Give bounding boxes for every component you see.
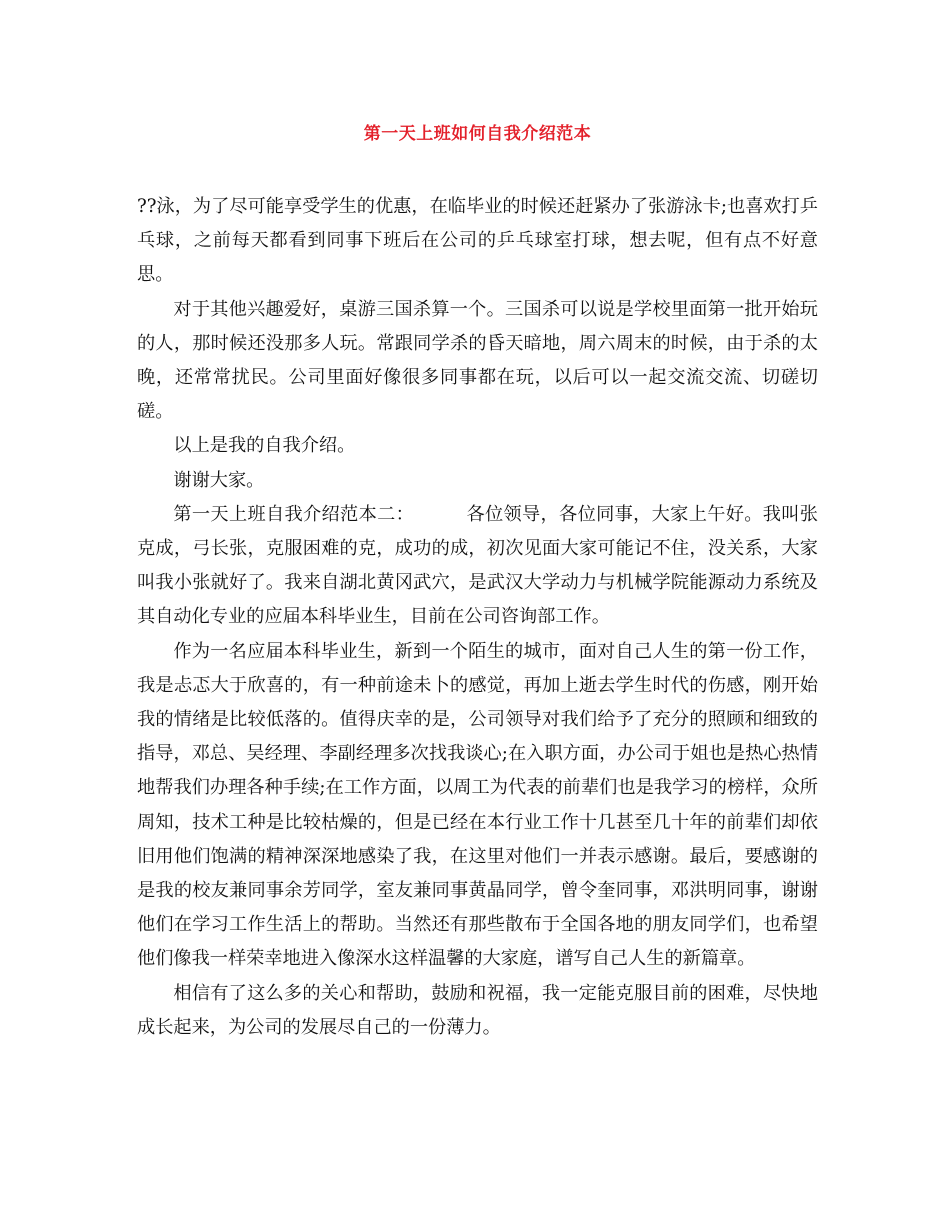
paragraph-hobbies: 对于其他兴趣爱好，桌游三国杀算一个。三国杀可以说是学校里面第一批开始玩的人，那时候还没那多人玩。常跟同学杀的昏天暗地，周六周末的时候，由于杀的太晚，还常常扰民。公司里面好像很多同事都在玩，以后可以一起交流交流、切磋切磋。 [137,298,818,423]
sample-two-text: 各位领导，各位同事，大家上午好。我叫张克成，弓长张，克服困难的克，成功的成，初次见面大家可能记不住，没关系，大家叫我小张就好了。我来自湖北黄冈武穴，是武汉大学动力与机械学院能源动力系统及其自动化专业的应届本科毕业生，目前在公司咨询部工作。 [137,503,818,628]
paragraph-commitment: 相信有了这么多的关心和帮助，鼓励和祝福，我一定能克服目前的困难，尽快地成长起来，为公司的发展尽自己的一份薄力。 [137,982,818,1038]
paragraph-gratitude: 作为一名应届本科毕业生，新到一个陌生的城市，面对自己人生的第一份工作，我是忐忑大于欣喜的，有一种前途未卜的感觉，再加上逝去学生时代的伤感，刚开始我的情绪是比较低落的。值得庆幸的是，公司领导对我们给予了充分的照顾和细致的指导，邓总、吴经理、李副经理多次找我谈心;在入职方面，办公司于姐也是热心热情地帮我们办理各种手续;在工作方面，以周工为代表的前辈们也是我学习的榜样，众所周知，技术工种是比较枯燥的，但是已经在本行业工作十几甚至几十年的前辈们却依旧用他们饱满的精神深深地感染了我，在这里对他们一并表示感谢。最后，要感谢的是我的校友兼同事余芳同学，室友兼同事黄晶同学，曾令奎同事，邓洪明同事，谢谢他们在学习工作生活上的帮助。当然还有那些散布于全国各地的朋友同学们，也希望他们像我一样荣幸地进入像深水这样温馨的大家庭，谱写自己人生的新篇章。 [137,640,818,970]
paragraph-thanks: 谢谢大家。 [173,469,265,491]
paragraph-swimming: ??泳，为了尽可能享受学生的优惠，在临毕业的时候还赶紧办了张游泳卡;也喜欢打乒乓球，之前每天都看到同事下班后在公司的乒乓球室打球，想去呢，但有点不好意思。 [137,196,818,286]
paragraph-closing: 以上是我的自我介绍。 [173,435,356,457]
sample-two-heading: 第一天上班自我介绍范本二： [173,503,415,525]
paragraph-sample-two [137,498,818,635]
document-title: 第一天上班如何自我介绍范本 [363,124,592,144]
document-body [137,190,818,1045]
